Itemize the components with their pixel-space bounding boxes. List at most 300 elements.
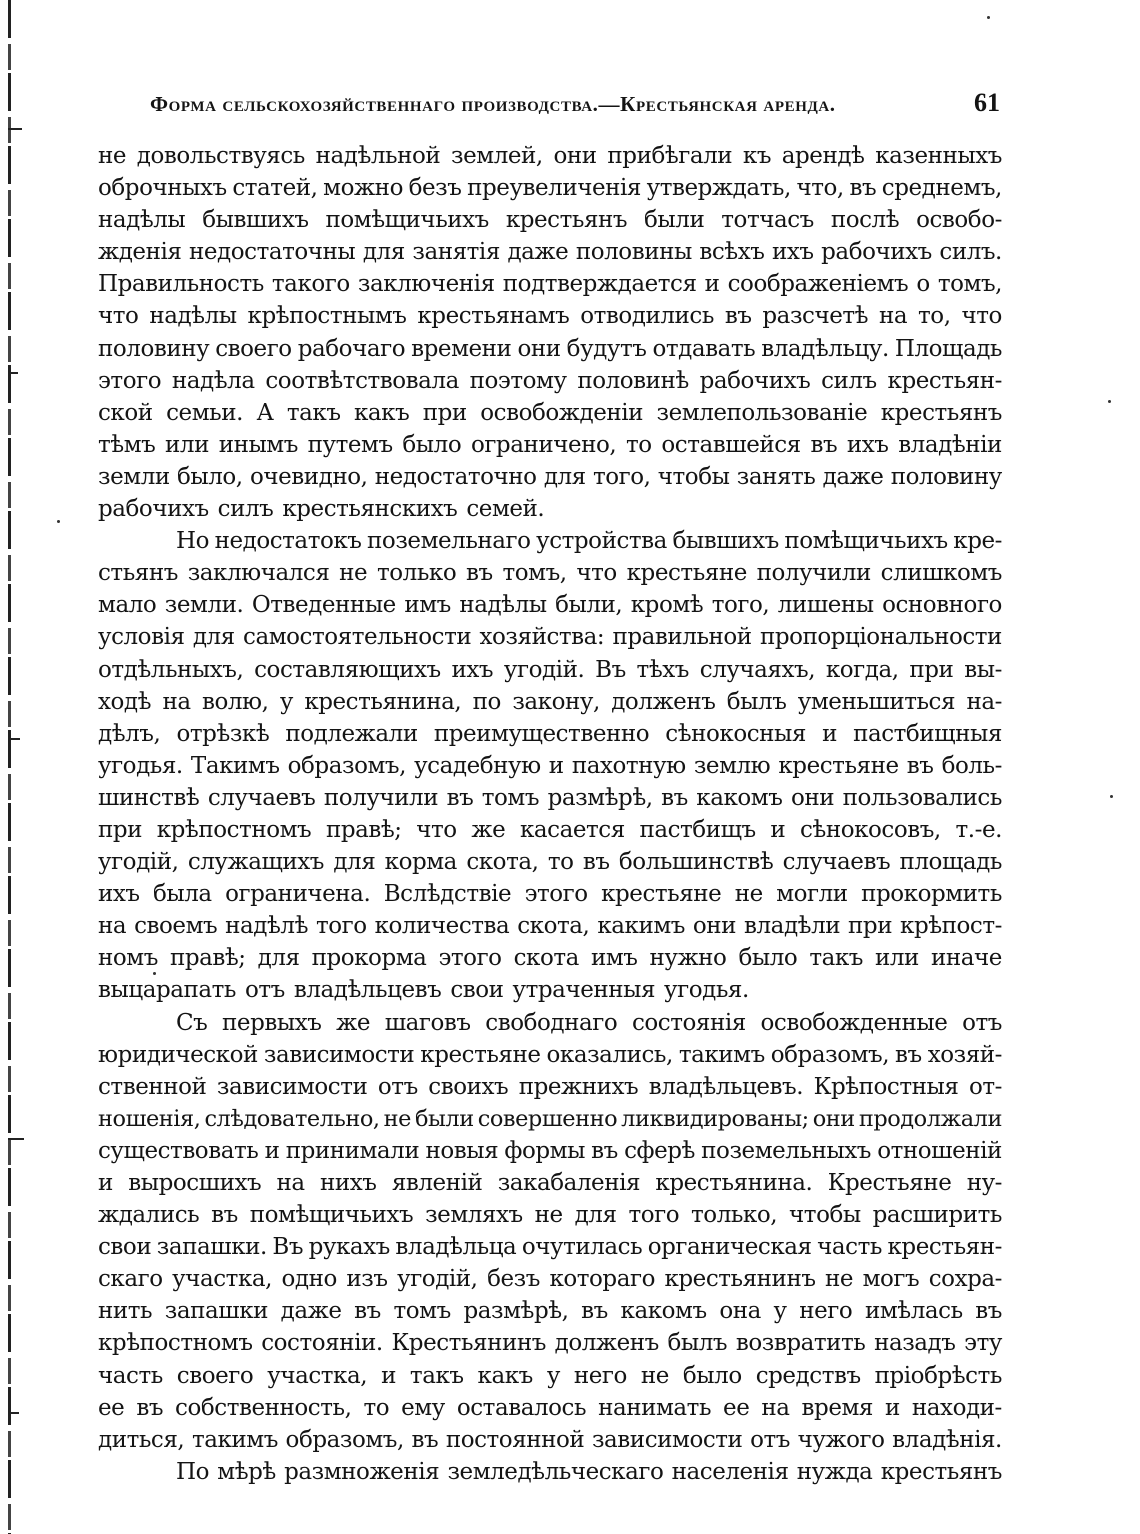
word: заключался xyxy=(187,560,330,587)
word: половинѣ xyxy=(577,367,689,394)
word: нужно xyxy=(649,945,727,972)
word: времени xyxy=(411,335,512,362)
word: иначе xyxy=(930,945,1002,972)
word: на xyxy=(878,303,908,330)
text-line xyxy=(98,1135,1002,1167)
word: размѣрѣ, xyxy=(463,1298,569,1325)
word: подтверждается xyxy=(502,271,697,298)
word: преимущественно xyxy=(433,720,650,747)
word: недостатокъ xyxy=(214,528,362,555)
word: правѣ; xyxy=(169,945,246,972)
word: Правильность xyxy=(98,271,264,298)
word: возвратить xyxy=(735,1330,866,1357)
word: въ xyxy=(849,175,877,202)
word: ственной xyxy=(98,1073,207,1100)
word: пахотную xyxy=(571,752,686,779)
word: устройства xyxy=(536,528,667,555)
text-line xyxy=(98,1231,1002,1263)
scan-speck xyxy=(57,520,60,523)
word: въ xyxy=(411,1426,439,1453)
word: образомъ, xyxy=(285,1426,404,1453)
word: даже xyxy=(507,239,569,266)
word: соотвѣтствовала xyxy=(265,367,459,394)
word: тѣхъ xyxy=(636,656,689,683)
text-line xyxy=(98,1263,1002,1295)
word: площадь xyxy=(899,849,1002,876)
word: и xyxy=(822,720,837,747)
binding-tick xyxy=(8,372,18,374)
word: хозяй- xyxy=(927,1041,1002,1068)
word: эту xyxy=(964,1330,1002,1357)
word: По xyxy=(176,1458,210,1485)
word: существовать xyxy=(98,1137,259,1164)
word: у xyxy=(773,1298,787,1325)
word: ношенія, xyxy=(98,1105,201,1132)
word: тѣмъ xyxy=(98,431,156,458)
word: т.-е. xyxy=(955,816,1002,843)
word: жденія xyxy=(98,239,182,266)
word: оставалось xyxy=(456,1394,587,1421)
scan-speck xyxy=(987,16,990,19)
word: для xyxy=(543,463,586,490)
word: силъ. xyxy=(939,239,1002,266)
word: какъ xyxy=(477,1362,533,1389)
word: разсчетѣ xyxy=(762,303,869,330)
word: оказались, xyxy=(546,1041,673,1068)
word: освобожденіи xyxy=(480,399,644,426)
word: рабочаго xyxy=(297,335,406,362)
word: имъ xyxy=(590,945,638,972)
text-line xyxy=(98,268,1002,300)
word: шинствѣ xyxy=(98,784,200,811)
word: и xyxy=(704,271,720,298)
word: земледѣльческаго xyxy=(447,1458,664,1485)
word: землю xyxy=(693,752,771,779)
word: при xyxy=(98,816,143,843)
word: половины xyxy=(575,239,692,266)
word: отъ xyxy=(244,977,285,1004)
word: не xyxy=(383,1105,411,1132)
body-text xyxy=(98,140,1002,1488)
word: всѣхъ xyxy=(699,239,765,266)
word: крестьянинъ xyxy=(664,1266,816,1293)
word: о xyxy=(916,271,930,298)
word: отдавать xyxy=(652,335,756,362)
word: и xyxy=(264,1137,280,1164)
word: служащихъ xyxy=(187,849,324,876)
word: было xyxy=(738,945,798,972)
word: зависимости xyxy=(216,1073,368,1100)
word: для xyxy=(362,239,405,266)
word: для xyxy=(257,945,300,972)
text-line xyxy=(98,1327,1002,1359)
word: какимъ xyxy=(597,913,685,940)
word: пастбищъ xyxy=(639,816,756,843)
word: помѣщичьихъ xyxy=(784,528,948,555)
binding-tick xyxy=(8,1138,24,1140)
word: хозяйства: xyxy=(479,624,605,651)
word: земляхъ xyxy=(425,1202,523,1229)
paragraph-start-line xyxy=(98,1456,1002,1488)
word: и xyxy=(98,1170,113,1196)
word: стьянъ xyxy=(98,560,178,587)
word: освобо- xyxy=(916,207,1002,234)
word: что xyxy=(98,303,139,330)
word: скота xyxy=(513,945,579,972)
word: при xyxy=(422,399,467,426)
word: въ xyxy=(354,1298,381,1325)
word: имъ xyxy=(404,592,451,619)
header-title: Форма сельскохозяйственнаго производства.—Крестьянская аренда. xyxy=(150,92,836,116)
word: крестьяне xyxy=(778,752,899,779)
word: постоянной xyxy=(445,1426,585,1453)
text-line xyxy=(98,1199,1002,1231)
word: и xyxy=(770,816,786,843)
word: ее xyxy=(98,1394,125,1421)
word: утраченныя xyxy=(512,977,656,1004)
word: свободнаго xyxy=(485,1009,618,1036)
word: ихъ xyxy=(772,239,814,266)
word: большинствѣ xyxy=(618,849,774,876)
word: нихъ xyxy=(320,1170,377,1196)
word: бывшихъ xyxy=(202,207,309,234)
word: угодья. xyxy=(664,977,749,1004)
word: образомъ, xyxy=(287,752,406,779)
word: ему xyxy=(401,1394,445,1421)
word: крестьянъ xyxy=(505,207,628,234)
text-line xyxy=(98,1167,1002,1199)
word: изъ xyxy=(346,1266,388,1293)
word: волю, xyxy=(201,688,269,715)
word: у xyxy=(279,688,293,715)
word: заключенія xyxy=(357,271,495,298)
word: время xyxy=(801,1394,873,1421)
text-line xyxy=(98,1392,1002,1424)
word: рабочихъ xyxy=(699,367,811,394)
word: выцарапать xyxy=(98,977,236,1004)
word: была xyxy=(153,881,212,908)
word: чтобы xyxy=(657,463,730,490)
word: кромѣ xyxy=(630,592,704,619)
word: долженъ xyxy=(554,1330,659,1357)
word: поземельнаго xyxy=(367,528,531,555)
word: отъ xyxy=(750,1426,790,1453)
word: она xyxy=(719,1298,761,1325)
word: размноженія xyxy=(284,1458,440,1485)
word: такого xyxy=(271,271,350,298)
word: только, xyxy=(691,1202,778,1229)
word: не xyxy=(534,1202,563,1229)
word: томъ xyxy=(481,784,540,811)
word: томъ xyxy=(393,1298,451,1325)
word: можно xyxy=(323,175,403,202)
word: или xyxy=(875,945,919,972)
word: владѣнія. xyxy=(892,1426,1002,1453)
word: путемъ xyxy=(307,431,393,458)
word: угодій, xyxy=(98,849,179,876)
word: для xyxy=(333,849,376,876)
word: мѣрѣ xyxy=(217,1458,276,1485)
word: Площадь xyxy=(894,335,1002,362)
word: нужда xyxy=(796,1458,873,1485)
word: условія xyxy=(98,624,185,651)
word: у xyxy=(546,1362,560,1389)
word: надѣлы xyxy=(98,207,186,234)
word: надѣлѣ xyxy=(225,913,309,940)
word: Вслѣдствіе xyxy=(383,881,512,908)
word: скота, xyxy=(517,913,590,940)
word: собственность, xyxy=(175,1394,352,1421)
word: получили xyxy=(756,560,871,587)
text-line xyxy=(98,1360,1002,1392)
word: слѣдовательно, xyxy=(204,1105,380,1132)
word: зависимости xyxy=(591,1426,743,1453)
word: были, xyxy=(555,592,623,619)
word: находи- xyxy=(911,1394,1002,1421)
text-line xyxy=(98,621,1002,653)
word: такъ xyxy=(809,945,863,972)
word: юридической xyxy=(98,1041,258,1068)
word: бывшихъ xyxy=(672,528,779,555)
word: для xyxy=(574,1202,617,1229)
word: пользовались xyxy=(842,784,1002,811)
word: въ xyxy=(975,1298,1002,1325)
word: прежнихъ xyxy=(518,1073,639,1100)
word: свои xyxy=(98,1234,152,1261)
word: запашки xyxy=(164,1298,269,1325)
word: безъ xyxy=(408,175,462,202)
word: будутъ xyxy=(566,335,647,362)
text-line xyxy=(98,589,1002,621)
word: силъ xyxy=(821,367,877,394)
word: не xyxy=(640,1362,669,1389)
word: крѣпостномъ xyxy=(156,816,312,843)
word: силъ xyxy=(217,496,274,523)
word: слишкомъ xyxy=(880,560,1002,587)
word: этого xyxy=(98,367,162,394)
word: въ xyxy=(810,431,838,458)
word: правѣ; xyxy=(325,816,402,843)
word: запашки. xyxy=(156,1234,267,1261)
word: диться, xyxy=(98,1426,185,1453)
word: такимъ xyxy=(191,1426,278,1453)
word: крѣпост- xyxy=(900,913,1002,940)
word: занятія xyxy=(412,239,500,266)
word: какомъ xyxy=(696,784,783,811)
word: и xyxy=(885,1394,900,1421)
word: преувеличенія xyxy=(467,175,641,202)
word: размѣрѣ, xyxy=(547,784,653,811)
word: могли xyxy=(776,881,848,908)
word: на xyxy=(98,913,127,940)
word: явленій xyxy=(391,1170,483,1196)
word: они xyxy=(812,1105,855,1132)
word: случаяхъ, xyxy=(699,656,816,683)
word: въ xyxy=(661,784,688,811)
word: подлежали xyxy=(285,720,418,747)
word: такъ xyxy=(286,399,341,426)
word: они xyxy=(553,143,597,169)
word: освобожденные xyxy=(760,1009,948,1036)
word: земли xyxy=(98,463,170,490)
word: расширить xyxy=(872,1202,1002,1229)
binding-tick xyxy=(8,738,20,740)
word: уменьшиться xyxy=(797,688,956,715)
word: въ xyxy=(591,1137,618,1164)
word: на xyxy=(761,1394,790,1421)
word: сферѣ xyxy=(624,1137,695,1164)
word: томъ, xyxy=(937,271,1002,298)
word: того, xyxy=(711,592,770,619)
word: новыя xyxy=(425,1137,499,1164)
word: ждались xyxy=(98,1202,200,1229)
word: они xyxy=(790,784,835,811)
word: него xyxy=(573,1362,627,1389)
word: основного xyxy=(882,592,1002,619)
word: ликвидированы; xyxy=(621,1105,809,1132)
word: владѣльцу. xyxy=(761,335,889,362)
word: къ xyxy=(742,143,772,169)
word: ихъ xyxy=(846,431,889,458)
word: надѣлы xyxy=(459,592,547,619)
word: случаевъ xyxy=(207,784,316,811)
word: усадебную xyxy=(414,752,541,779)
word: отъ xyxy=(962,1009,1002,1036)
word: землепользованіе xyxy=(656,399,868,426)
word: угодья. xyxy=(98,752,183,779)
binding-tick xyxy=(8,128,22,130)
word: часть xyxy=(817,1234,882,1261)
scan-speck xyxy=(1108,400,1111,403)
word: былъ xyxy=(726,688,787,715)
word: въ xyxy=(582,849,610,876)
word: послѣ xyxy=(830,207,900,234)
word: тотчасъ xyxy=(721,207,814,234)
scan-speck xyxy=(1110,795,1113,798)
word: было xyxy=(682,1362,742,1389)
word: надѣльной xyxy=(315,143,441,169)
word: даже xyxy=(822,463,884,490)
word: на xyxy=(162,688,191,715)
word: утверждать, xyxy=(646,175,791,202)
word: часть xyxy=(98,1362,163,1389)
word: то, xyxy=(918,303,951,330)
word: котораго xyxy=(549,1266,655,1293)
word: от- xyxy=(968,1073,1002,1100)
text-line xyxy=(98,1071,1002,1103)
word: оброчныхъ xyxy=(98,175,227,202)
text-line xyxy=(98,846,1002,878)
text-line xyxy=(98,1424,1002,1456)
word: недостаточно xyxy=(374,463,537,490)
word: чтобы xyxy=(789,1202,861,1229)
word: въ xyxy=(906,752,934,779)
word: выросшихъ xyxy=(128,1170,262,1196)
word: угодій, xyxy=(397,1266,478,1293)
word: Съ xyxy=(176,1009,208,1036)
word: состоянія xyxy=(631,1009,746,1036)
paragraph-start-line xyxy=(98,1007,1002,1039)
text-line xyxy=(98,493,1002,525)
word: прибѣгали xyxy=(607,143,733,169)
word: Въ xyxy=(272,1234,304,1261)
word: такимъ xyxy=(678,1041,765,1068)
word: крестьяне xyxy=(420,1041,541,1068)
word: земли. xyxy=(164,592,244,619)
word: крестьянина, xyxy=(304,688,462,715)
word: крестьянамъ xyxy=(417,303,570,330)
word: отъ xyxy=(377,1073,418,1100)
word: то xyxy=(547,849,574,876)
word: надѣла xyxy=(171,367,255,394)
word: крестьян- xyxy=(887,367,1002,394)
word: среднемъ, xyxy=(881,175,1002,202)
word: занять xyxy=(736,463,816,490)
word: чужого xyxy=(797,1426,885,1453)
word: этого xyxy=(438,945,502,972)
word: закону, xyxy=(512,688,600,715)
word: ходѣ xyxy=(98,688,152,715)
word: сѣнокосовъ, xyxy=(799,816,941,843)
word: одно xyxy=(281,1266,337,1293)
word: зависимости xyxy=(263,1041,415,1068)
word: довольствуясь xyxy=(136,143,305,169)
text-line xyxy=(98,172,1002,204)
word: владѣльцевъ xyxy=(293,977,442,1004)
word: безъ xyxy=(487,1266,540,1293)
word: количества xyxy=(374,913,510,940)
running-header xyxy=(150,88,1000,118)
word: отводились xyxy=(580,303,714,330)
word: было, xyxy=(177,463,243,490)
word: крестьянина. xyxy=(655,1170,813,1196)
word: что xyxy=(576,560,617,587)
word: крестьяне xyxy=(626,560,747,587)
word: владѣли xyxy=(744,913,841,940)
word: назадъ xyxy=(874,1330,956,1357)
word: состояніи. xyxy=(261,1330,383,1357)
word: крестьянскихъ xyxy=(282,496,458,523)
word: ихъ xyxy=(451,656,494,683)
word: ской xyxy=(98,399,153,426)
word: же xyxy=(336,1009,370,1036)
word: крѣпостномъ xyxy=(98,1330,253,1357)
word: органическая xyxy=(647,1234,812,1261)
text-line xyxy=(98,910,1002,942)
word: былъ xyxy=(667,1330,728,1357)
word: него xyxy=(799,1298,853,1325)
word: шаговъ xyxy=(384,1009,471,1036)
word: когда, xyxy=(825,656,899,683)
word: то xyxy=(626,431,652,458)
word: оставшейся xyxy=(661,431,801,458)
word: скота, xyxy=(466,849,539,876)
word: отрѣзкѣ xyxy=(176,720,270,747)
word: вы- xyxy=(964,656,1002,683)
word: отдѣльныхъ, xyxy=(98,656,244,683)
word: ограничено, xyxy=(470,431,617,458)
word: крестьянъ xyxy=(880,399,1002,426)
text-line xyxy=(98,942,1002,974)
word: рукахъ xyxy=(308,1234,390,1261)
text-line xyxy=(98,750,1002,782)
word: инымъ xyxy=(218,431,298,458)
word: надѣлы xyxy=(149,303,237,330)
word: поэтому xyxy=(469,367,567,394)
word: продолжали xyxy=(858,1105,1002,1132)
word: статей, xyxy=(232,175,318,202)
word: правильной xyxy=(612,624,752,651)
